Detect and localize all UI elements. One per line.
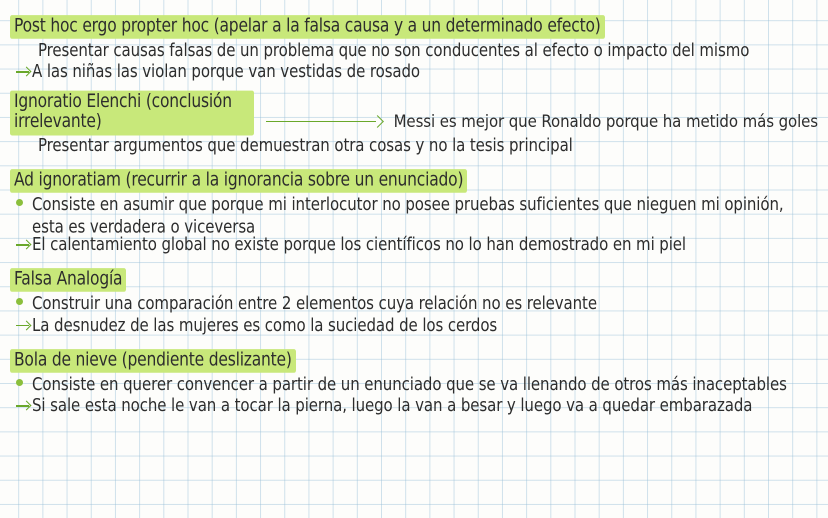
note-heading-wrap xyxy=(10,168,467,192)
note-heading-row xyxy=(10,348,818,372)
note-heading-row xyxy=(10,168,818,192)
note-heading-wrap xyxy=(10,90,254,133)
note-heading-highlight: Ignoratio Elenchi (conclusión irrelevante) xyxy=(10,91,254,136)
bullet-dot-icon xyxy=(16,199,23,206)
bullet-dot-icon xyxy=(16,379,23,386)
note-line xyxy=(10,61,818,83)
arrow-right-icon xyxy=(16,401,31,410)
note-line xyxy=(10,395,818,414)
bullet-marker xyxy=(10,374,32,393)
arrow-right-icon xyxy=(16,67,31,76)
note-heading-highlight: Falsa Analogía xyxy=(10,269,126,293)
note-line xyxy=(10,135,818,154)
note-line xyxy=(10,374,818,393)
note-line-text: Construir una comparación entre 2 elementos cuya relación no es relevante xyxy=(32,293,597,315)
note-line xyxy=(10,193,818,238)
long-arrow-icon xyxy=(266,116,384,126)
note-heading-wrap xyxy=(10,348,296,372)
note-block xyxy=(10,168,818,254)
note-line-text: Presentar argumentos que demuestran otra cosas y no la tesis principal xyxy=(38,134,573,156)
note-line-text: Si sale esta noche le van a tocar la pierna, luego la van a besar y luego va a quedar embarazada xyxy=(32,395,753,416)
note-line-text: El calentamiento global no existe porque los científicos no lo han demostrado en mi piel xyxy=(32,234,686,256)
note-line-text: La desnudez de las mujeres es como la suciedad de los cerdos xyxy=(32,314,498,336)
arrow-right-icon xyxy=(16,321,31,330)
bullet-dot-icon xyxy=(16,298,23,305)
arrow-marker xyxy=(10,395,32,414)
note-line-text: Consiste en querer convencer a partir de un enunciado que se va llenando de otros más inaceptables xyxy=(32,373,787,395)
note-block xyxy=(10,14,818,83)
note-side-example xyxy=(266,112,818,130)
note-block xyxy=(10,90,818,156)
note-line xyxy=(10,40,818,59)
note-line-text: Consiste en asumir que porque mi interlocutor no posee pruebas suficientes que nieguen mi opinión, esta es verdadera o viceversa xyxy=(32,193,784,238)
note-side-example-text: Messi es mejor que Ronaldo porque ha metido más goles xyxy=(393,110,818,132)
note-heading-highlight: Ad ignoratiam (recurrir a la ignorancia sobre un enunciado) xyxy=(10,169,467,193)
note-heading-wrap xyxy=(10,267,126,291)
note-line-text: Presentar causas falsas de un problema que no son conducentes al efecto o impacto del mismo xyxy=(38,40,750,61)
arrow-marker xyxy=(10,315,32,334)
note-heading-row xyxy=(10,267,818,291)
note-heading-wrap xyxy=(10,14,605,38)
note-block xyxy=(10,348,818,414)
note-heading-row xyxy=(10,90,818,133)
note-line xyxy=(10,315,818,334)
note-block xyxy=(10,267,818,336)
note-heading-row xyxy=(10,14,818,38)
arrow-marker xyxy=(10,234,32,253)
bullet-marker xyxy=(10,293,32,312)
bullet-marker xyxy=(10,194,32,213)
note-heading-highlight: Post hoc ergo propter hoc (apelar a la falsa causa y a un determinado efecto) xyxy=(10,15,605,39)
arrow-right-icon xyxy=(16,240,31,249)
note-line-text: A las niñas las violan porque van vestidas de rosado xyxy=(32,61,421,83)
arrow-marker xyxy=(10,61,32,80)
note-line xyxy=(10,293,818,315)
note-heading-highlight: Bola de nieve (pendiente deslizante) xyxy=(10,349,296,373)
